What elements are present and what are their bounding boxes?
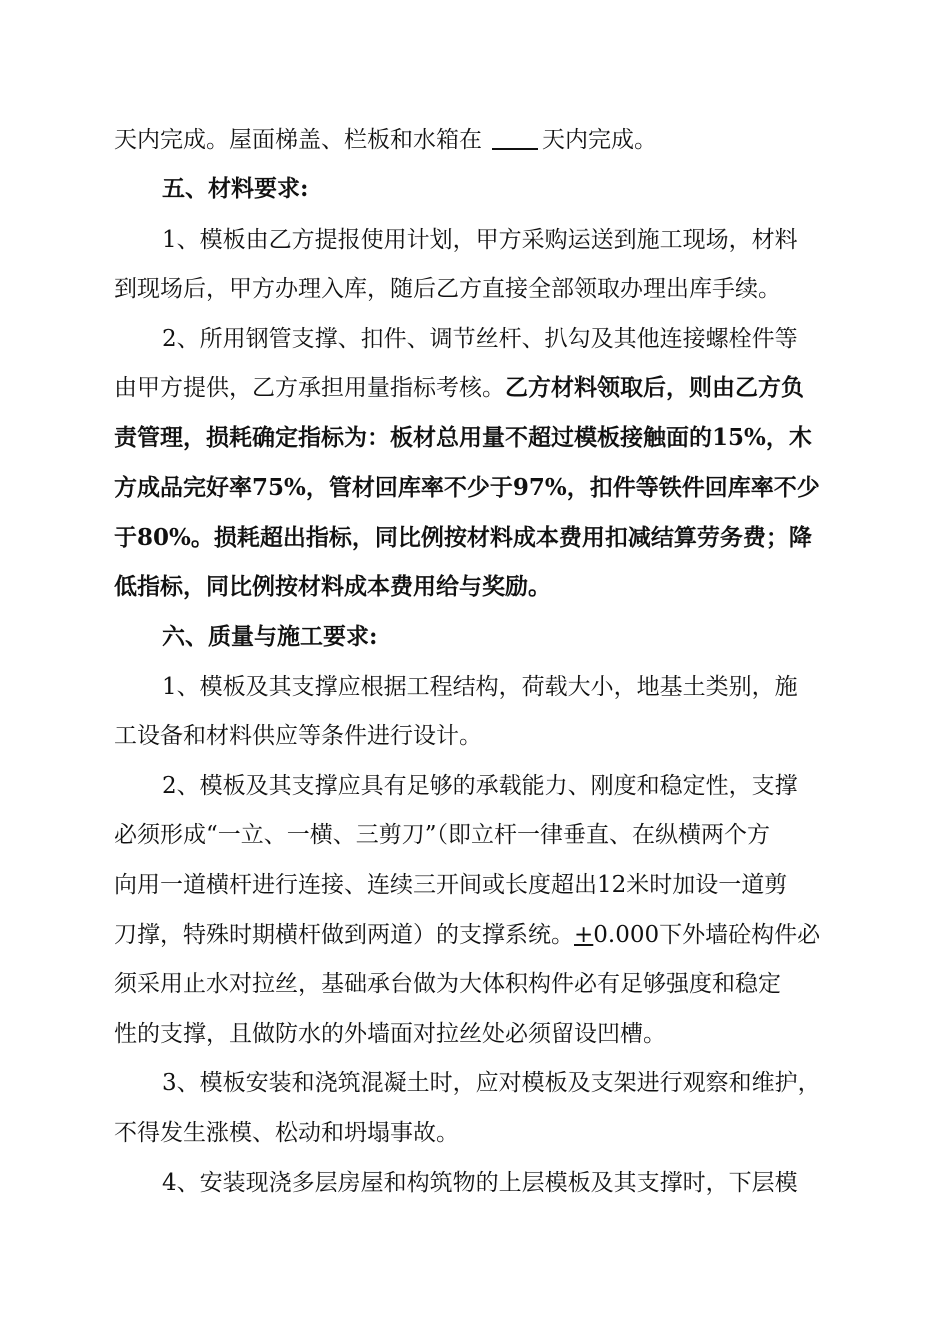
- text-span: 天内完成。屋面梯盖、栏板和水箱在: [114, 127, 482, 153]
- text-span: 天内完成。: [542, 127, 657, 153]
- text-line: 到现场后，甲方办理入库，随后乙方直接全部领取办理出库手续。: [114, 276, 781, 302]
- text-span: 由甲方提供，乙方承担用量指标考核。: [114, 375, 505, 401]
- text-line: [114, 373, 834, 403]
- section-heading: 五、材料要求:: [162, 175, 309, 202]
- bold-text-line: 方成品完好率75%，管材回库率不少于97%，扣件等铁件回库率不少: [114, 474, 820, 501]
- text-line: 向用一道横杆进行连接、连续三开间或长度超出12米时加设一道剪: [114, 872, 788, 898]
- text-line: [114, 920, 834, 950]
- text-line: 不得发生涨模、松动和坍塌事故。: [114, 1120, 459, 1146]
- text-line: 2、所用钢管支撑、扣件、调节丝杆、扒勾及其他连接螺栓件等: [162, 326, 798, 352]
- text-line: 工设备和材料供应等条件进行设计。: [114, 723, 482, 749]
- section-heading: 六、质量与施工要求:: [162, 623, 378, 650]
- text-span: 刀撑，特殊时期横杆做到两道）的支撑系统。: [114, 922, 574, 948]
- text-line: 性的支撑，且做防水的外墙面对拉丝处必须留设凹槽。: [114, 1021, 666, 1047]
- plus-minus-sign: +: [574, 922, 594, 948]
- fill-in-blank: [492, 124, 538, 150]
- text-line: 2、模板及其支撑应具有足够的承载能力、刚度和稳定性，支撑: [162, 773, 798, 799]
- text-line: 必须形成“一立、一横、三剪刀”（即立杆一律垂直、在纵横两个方: [114, 822, 771, 848]
- text-line: 须采用止水对拉丝，基础承台做为大体积构件必有足够强度和稳定: [114, 971, 781, 997]
- text-span: 0.000下外墙砼构件必: [593, 922, 821, 948]
- bold-text-span: 乙方材料领取后，则由乙方负: [505, 374, 804, 401]
- text-line: 3、模板安装和浇筑混凝土时，应对模板及支架进行观察和维护，: [162, 1070, 821, 1096]
- bold-text-line: 于80%。损耗超出指标，同比例按材料成本费用扣减结算劳务费；降: [114, 524, 812, 551]
- text-line: 1、模板及其支撑应根据工程结构，荷载大小，地基土类别，施: [162, 674, 798, 700]
- text-line: 1、模板由乙方提报使用计划，甲方采购运送到施工现场，材料: [162, 227, 798, 253]
- bold-text-line: 低指标，同比例按材料成本费用给与奖励。: [114, 573, 551, 600]
- bold-text-line: 责管理，损耗确定指标为：板材总用量不超过模板接触面的15%，木: [114, 424, 812, 451]
- text-line: [114, 124, 834, 155]
- text-line: 4、安装现浇多层房屋和构筑物的上层模板及其支撑时，下层模: [162, 1170, 798, 1196]
